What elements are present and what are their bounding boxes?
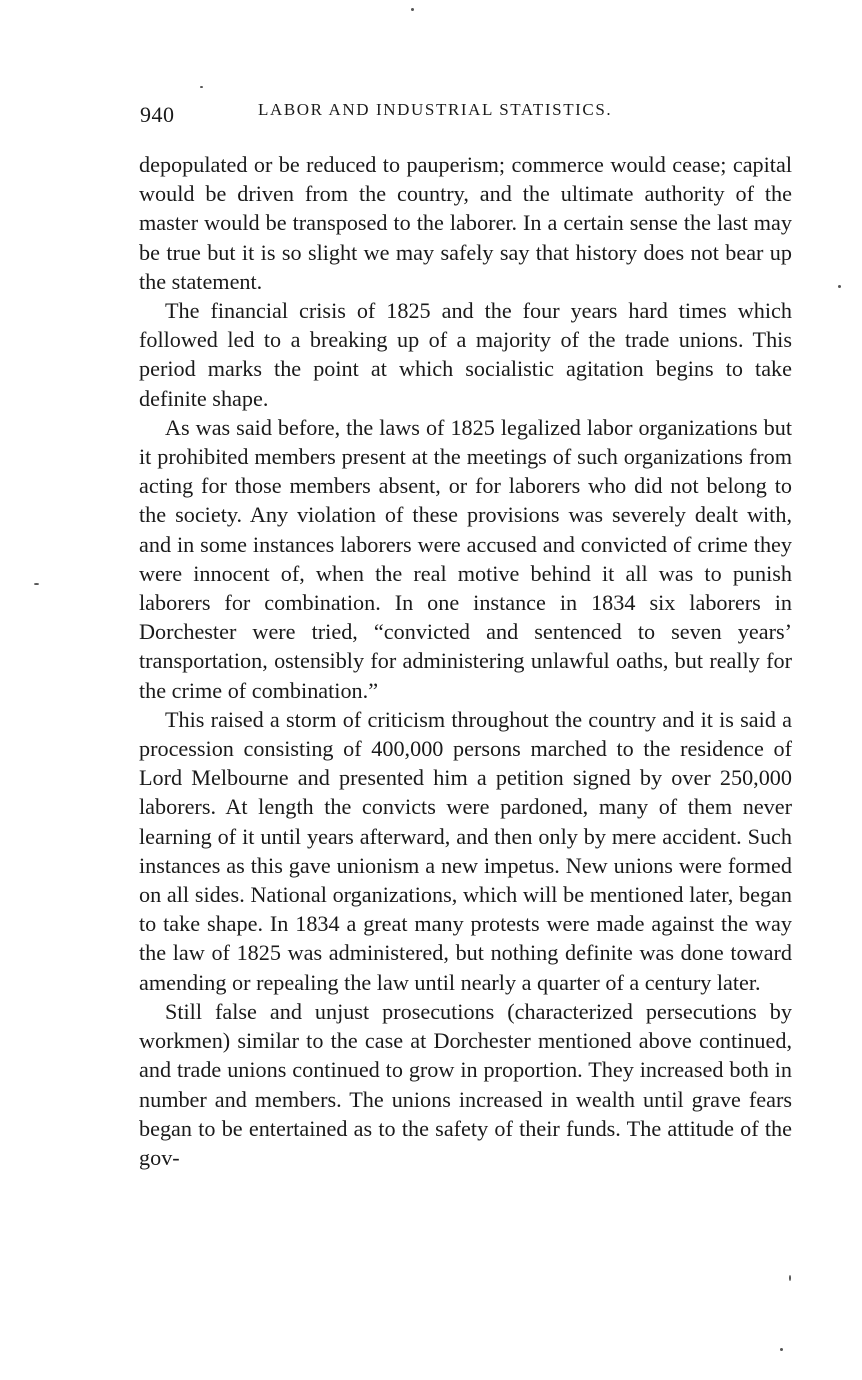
page-header — [140, 98, 792, 128]
scan-speck — [780, 1348, 783, 1351]
running-head: LABOR AND INDUSTRIAL STATISTICS. — [258, 100, 613, 119]
paragraph: The financial crisis of 1825 and the four years hard times which followed led to a breaking up of a majority of the trade unions. This period marks the point at which socialistic agitation begins to take definite shape. — [139, 298, 792, 411]
paragraph: Still false and unjust prosecutions (characterized persecutions by workmen) similar to the case at Dorchester mentioned above continued, and trade unions continued to grow in proportion. They increased both in number and members. The unions increased in wealth until grave fears began to be entertained as to the safety of their funds. The attitude of the gov- — [139, 998, 792, 1170]
paragraph-continued: depopulated or be reduced to pauperism; commerce would cease; capital would be driven from the country, and the ultimate authority of the master would be transposed to the laborer. In a certain sense the last may be true but it is so slight we may safely say that history does not bear up the statement. — [139, 152, 792, 294]
paragraph: As was said before, the laws of 1825 legalized labor organizations but it prohibited members present at the meetings of such organizations from acting for those members absent, or for laborers who did not belong to the society. Any violation of these provisions was severely dealt with, and in some instances laborers were accused and convicted of crime they were innocent of, when the real motive behind it all was to punish laborers for combination. In one instance in 1834 six laborers in Dorchester were tried, “convicted and sentenced to seven years’ transportation, ostensibly for administering unlawful oaths, but really for the crime of combination.” — [139, 414, 792, 703]
scan-speck — [789, 1275, 791, 1281]
scan-speck — [34, 583, 39, 585]
scan-speck — [838, 285, 841, 288]
scan-speck — [411, 8, 414, 11]
page-number: 940 — [140, 102, 175, 127]
scan-speck — [200, 86, 203, 88]
paragraph: This raised a storm of criticism throughout the country and it is said a procession consisting of 400,000 persons marched to the residence of Lord Melbourne and presented him a petition signed by over 250,000 laborers. At length the convicts were pardoned, many of them never learning of it until years afterward, and then only by mere accident. Such instances as this gave unionism a new impetus. New unions were formed on all sides. National organizations, which will be mentioned later, began to take shape. In 1834 a great many protests were made against the way the law of 1825 was administered, but nothing definite was done toward amending or repealing the law until nearly a quarter of a century later. — [139, 706, 792, 995]
body-text — [139, 150, 792, 1172]
